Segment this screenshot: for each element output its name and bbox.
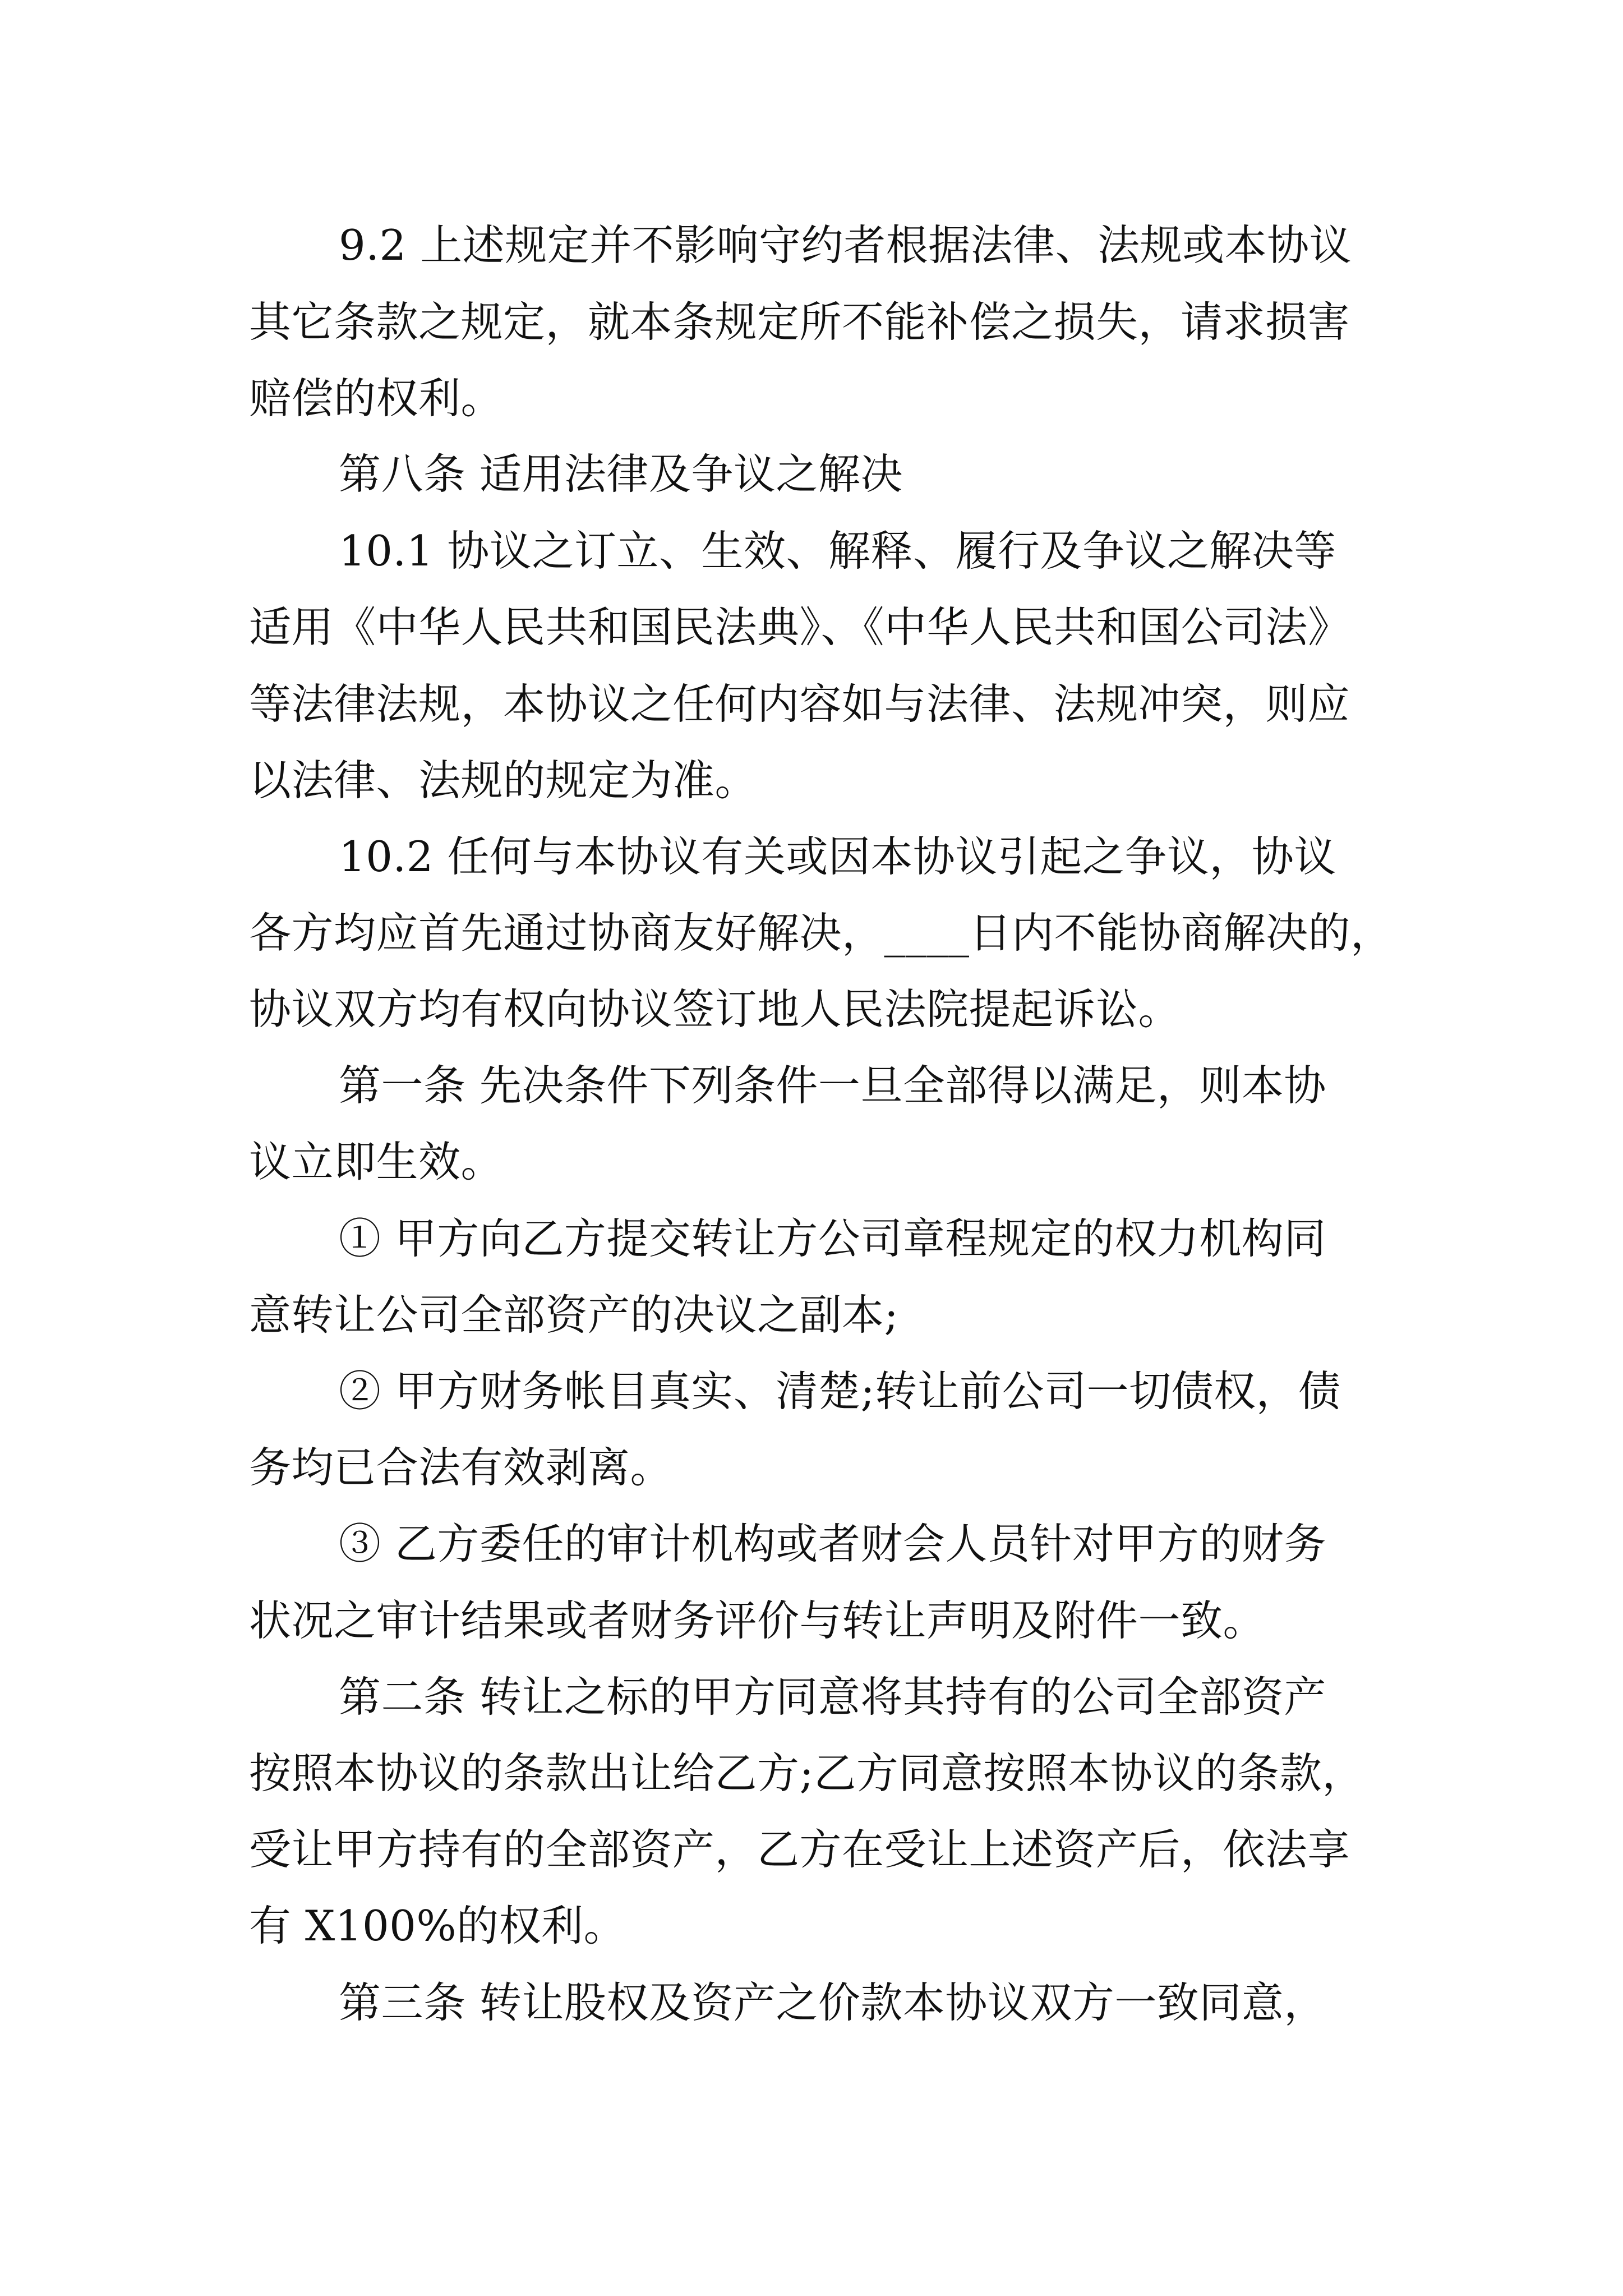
text-line: 10.2 任何与本协议有关或因本协议引起之争议，协议 xyxy=(339,832,1336,881)
text-line: 以法律、法规的规定为准。 xyxy=(249,756,758,805)
text-line: 各方均应首先通过协商友好解决，____日内不能协商解决的， xyxy=(249,908,1393,958)
text-line: 务均已合法有效剥离。 xyxy=(249,1443,673,1492)
text-line: 赔偿的权利。 xyxy=(249,374,504,423)
text-line: 其它条款之规定，就本条规定所不能补偿之损失，请求损害 xyxy=(249,297,1350,347)
section-heading: 第一条 先决条件下列条件一旦全部得以满足，则本协 xyxy=(339,1061,1326,1110)
text-line: 适用《中华人民共和国民法典》、《中华人民共和国公司法》 xyxy=(249,602,1350,652)
text-line: 状况之审计结果或者财务评价与转让声明及附件一致。 xyxy=(249,1596,1266,1645)
text-line: 等法律法规，本协议之任何内容如与法律、法规冲突，则应 xyxy=(249,679,1350,729)
text-line: 按照本协议的条款出让给乙方;乙方同意按照本协议的条款， xyxy=(249,1749,1364,1798)
list-item: ② 甲方财务帐目真实、清楚;转让前公司一切债权，债 xyxy=(339,1366,1341,1416)
text-line: 有 X100%的权利。 xyxy=(249,1901,626,1950)
section-heading: 第二条 转让之标的甲方同意将其持有的公司全部资产 xyxy=(339,1672,1326,1722)
text-line: 协议双方均有权向协议签订地人民法院提起诉讼。 xyxy=(249,984,1181,1034)
list-item: ③ 乙方委任的审计机构或者财会人员针对甲方的财务 xyxy=(339,1519,1326,1568)
text-line: 议立即生效。 xyxy=(249,1137,504,1186)
list-item: ① 甲方向乙方提交转让方公司章程规定的权力机构同 xyxy=(339,1214,1326,1263)
text-line: 9.2 上述规定并不影响守约者根据法律、法规或本协议 xyxy=(339,220,1352,270)
text-line: 意转让公司全部资产的决议之副本; xyxy=(249,1290,899,1340)
section-heading: 第八条 适用法律及争议之解决 xyxy=(339,449,903,499)
text-line: 受让甲方持有的全部资产，乙方在受让上述资产后，依法享 xyxy=(249,1825,1350,1874)
section-heading: 第三条 转让股权及资产之价款本协议双方一致同意， xyxy=(339,1978,1326,2027)
text-line: 10.1 协议之订立、生效、解释、履行及争议之解决等 xyxy=(339,526,1336,576)
